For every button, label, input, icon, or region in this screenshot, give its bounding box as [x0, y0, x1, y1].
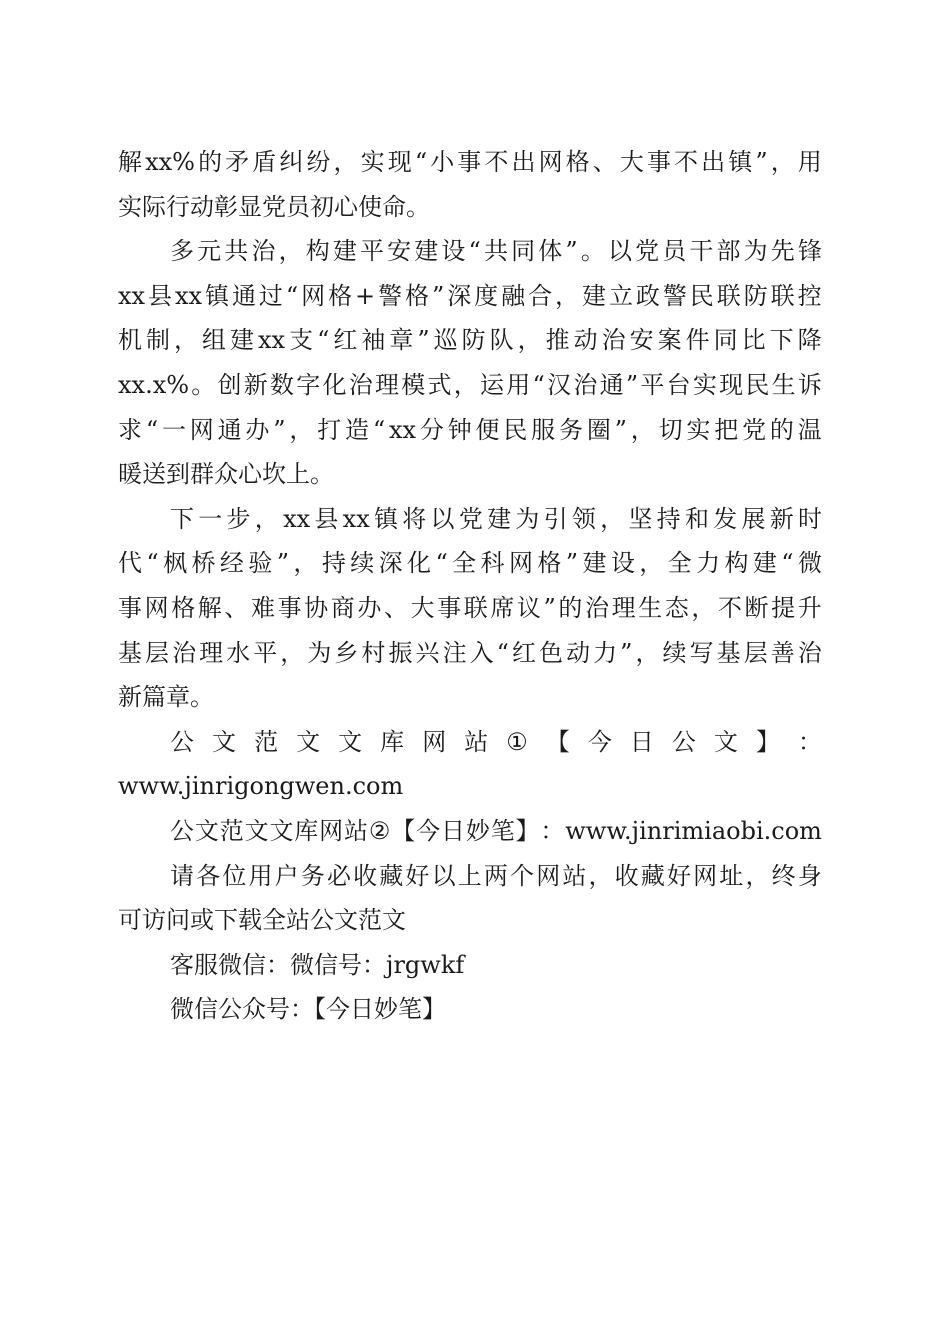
text-line: 新篇章。 [118, 683, 214, 712]
text-line: 可访问或下载全站公文范文 [118, 906, 406, 935]
text-line: 解 xx% 的 矛 盾 纠 纷 ， 实 现 “ 小 事 不 出 网 格 、 大 事 不 出 镇 ” ， 用 [118, 148, 822, 176]
text-line: 机 制 ， 组 建 xx 支 “ 红 袖 章 ” 巡 防 队 ， 推 动 治 安 案 件 同 比 下 降 [118, 326, 822, 355]
text-line: 基 层 治 理 水 平 ， 为 乡 村 振 兴 注 入 “ 红 色 动 力 ” ， 续 写 基 层 善 治 [118, 638, 822, 667]
text-line: 事 网 格 解 、 难 事 协 商 办 、 大 事 联 席 议 ” 的 治 理 生 态 ， 不 断 提 升 [118, 593, 822, 622]
document-body [118, 140, 822, 1032]
text-line: www.jinrigongwen.com [118, 772, 404, 801]
text-line: 代 “ 枫 桥 经 验 ” ， 持 续 深 化 “ 全 科 网 格 ” 建 设 ， 全 力 构 建 “ 微 [118, 549, 822, 578]
text-line: 求 “ 一 网 通 办 ” ， 打 造 “ xx 分 钟 便 民 服 务 圈 ” ， 切 实 把 党 的 温 [118, 415, 822, 444]
text-line: 微信公众号：【今日妙笔】 [170, 995, 446, 1024]
text-line: xx 县 xx 镇 通 过 “ 网 格 + 警 格 ” 深 度 融 合 ， 建 立 政 警 民 联 防 联 控 [118, 281, 822, 310]
text-line: 公 文 范 文 文 库 网 站 ② 【 今 日 妙 笔 】 ： www.jinrimiaobi.com [170, 816, 822, 845]
text-line: 多 元 共 治 ， 构 建 平 安 建 设 “ 共 同 体 ” 。 以 党 员 干 部 为 先 锋 [170, 237, 822, 266]
text-line: xx.x% 。 创 新 数 字 化 治 理 模 式 ， 运 用 “ 汉 治 通 ” 平 台 实 现 民 生 诉 [118, 370, 822, 399]
text-line: 客服微信：微信号：jrgwkf [170, 950, 465, 979]
text-line: 下 一 步 ， xx 县 xx 镇 将 以 党 建 为 引 领 ， 坚 持 和 发 展 新 时 [170, 504, 822, 533]
text-line: 公 文 范 文 文 库 网 站 ① 【 今 日 公 文 】 ： [170, 727, 822, 756]
text-line: 实际行动彰显党员初心使命。 [118, 192, 430, 221]
text-line: 暖送到群众心坎上。 [118, 460, 334, 489]
text-line: 请 各 位 用 户 务 必 收 藏 好 以 上 两 个 网 站 ， 收 藏 好 网 址 ， 终 身 [170, 861, 822, 890]
